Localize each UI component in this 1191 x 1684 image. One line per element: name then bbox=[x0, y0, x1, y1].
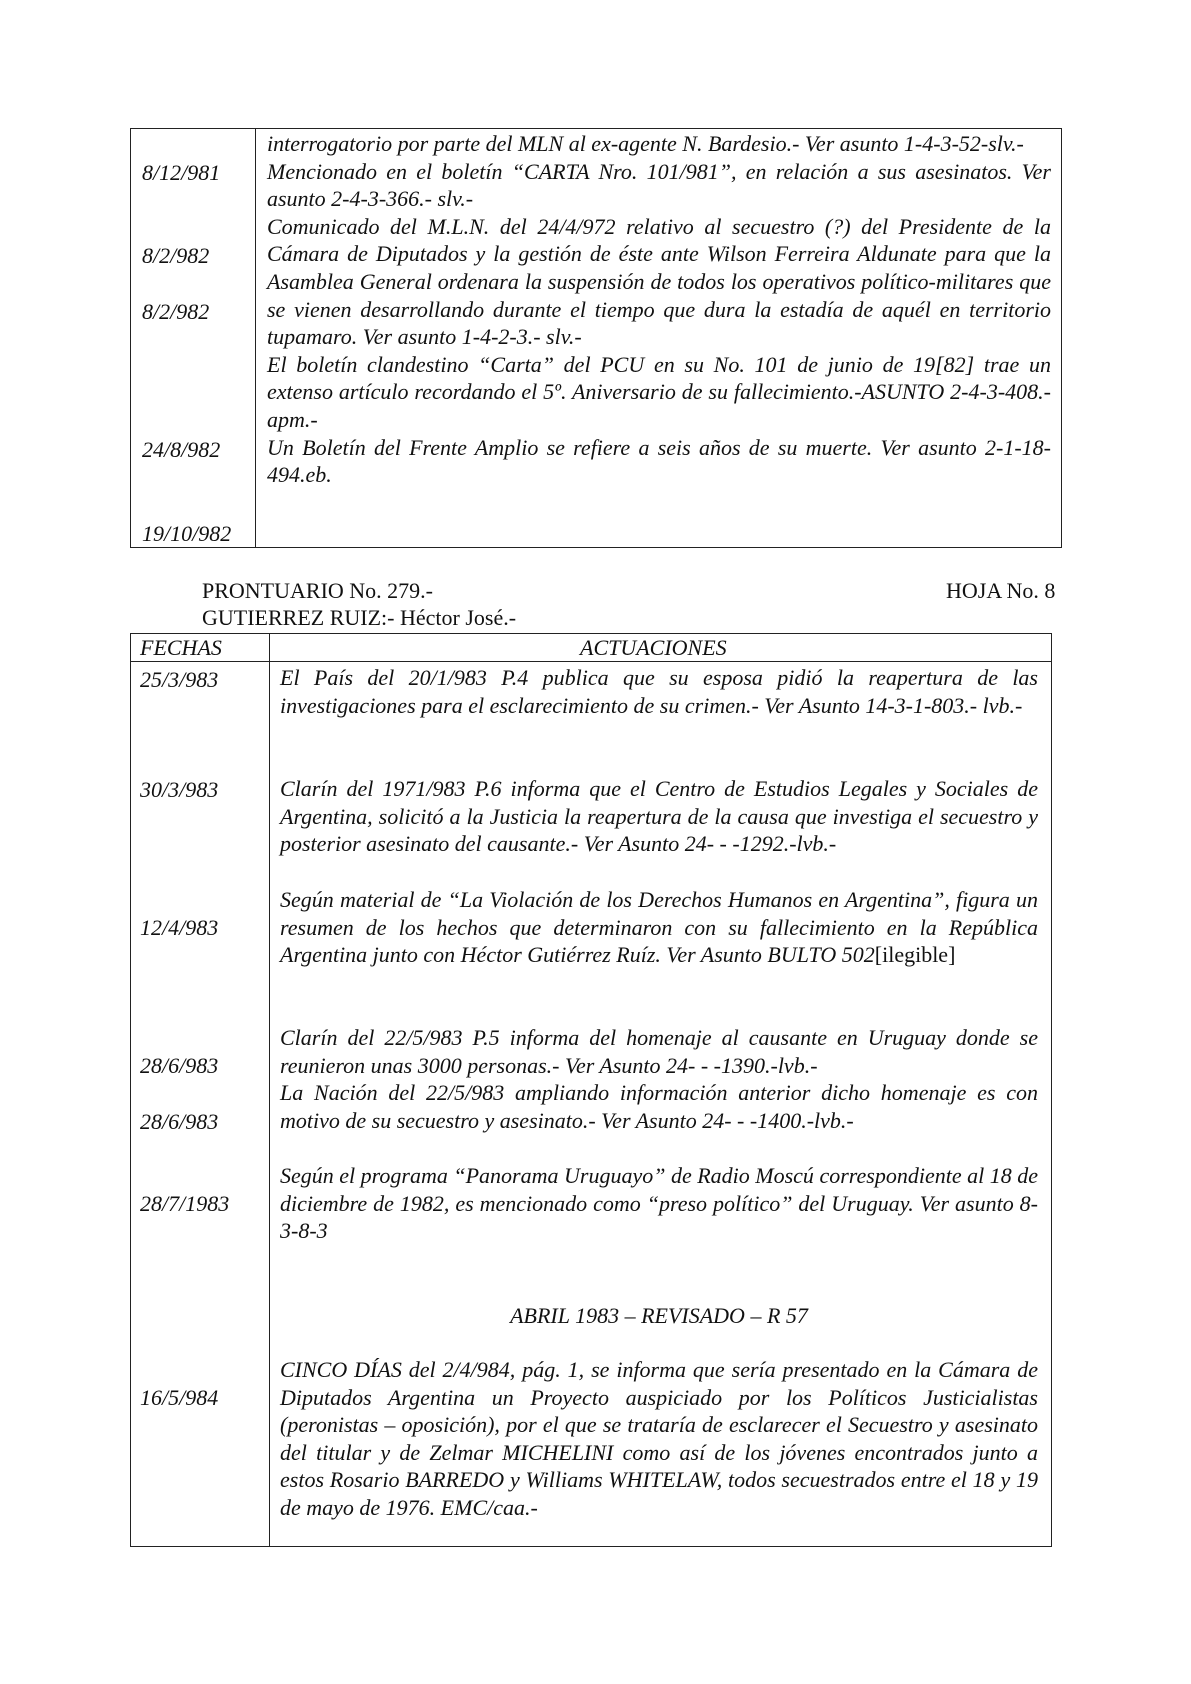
table2-entry-5 bbox=[280, 1162, 1038, 1245]
table1-entries bbox=[267, 130, 1051, 489]
entry-text: Clarín del 22/5/983 P.5 informa del homenaje al causante en Uruguay donde se reunieron unas 3000 personas.- Ver Asunto 24- - -1390.-lvb.- bbox=[280, 1025, 1038, 1078]
table2-entry-3 bbox=[280, 886, 1038, 969]
entry-text: La Nación del 22/5/983 ampliando información anterior dicho homenaje es con motivo de su secuestro y asesinato.- Ver Asunto 24- - -1400.-lvb.- bbox=[280, 1080, 1038, 1133]
table2-date-1: 25/3/983 bbox=[140, 667, 219, 692]
table2-date-7: 16/5/984 bbox=[140, 1385, 219, 1410]
header-row-divider bbox=[131, 661, 1051, 662]
subject-name: GUTIERREZ RUIZ:- Héctor José.- bbox=[202, 605, 517, 630]
table1-date-2: 8/2/982 bbox=[142, 243, 210, 268]
entry-text: Clarín del 1971/983 P.6 informa que el Centro de Estudios Legales y Sociales de Argentina, solicitó a la Justicia la reapertura de la causa que investiga el secuestro y posterior asesinato del causante.- Ver Asunto 24- - -1292.-lvb.- bbox=[280, 776, 1038, 857]
column-header-actuaciones: ACTUACIONES bbox=[580, 635, 727, 660]
table2-entry-2 bbox=[280, 775, 1038, 858]
table1-date-1: 8/12/981 bbox=[142, 160, 221, 185]
table2-date-6: 28/7/1983 bbox=[140, 1191, 230, 1216]
table2-date-2: 30/3/983 bbox=[140, 777, 219, 802]
table1-date-4: 24/8/982 bbox=[142, 437, 221, 462]
entry-text: CINCO DÍAS del 2/4/984, pág. 1, se informa que sería presentado en la Cámara de Diputados Argentina un Proyecto auspiciado por los Políticos Justicialistas (peronistas – oposición), por el que se trataría de esclarecer el Secuestro y asesinato del titular y de Zelmar MICHELINI como así de los jóvenes encontrados junto a estos Rosario BARREDO y Williams WHITELAW, todos secuestrados entre el 18 y 19 de mayo de 1976. EMC/caa.- bbox=[280, 1357, 1038, 1520]
table1-entry-1: interrogatorio por parte del MLN al ex-agente N. Bardesio.- Ver asunto 1-4-3-52-slv.- bbox=[267, 131, 1024, 156]
table2-date-5: 28/6/983 bbox=[140, 1109, 219, 1134]
column-divider bbox=[255, 129, 256, 547]
table1-entry-5: Un Boletín del Frente Amplio se refiere a seis años de su muerte. Ver asunto 2-1-18-494.eb. bbox=[267, 434, 1051, 488]
table2-entry-1 bbox=[280, 664, 1038, 719]
revision-text: ABRIL 1983 – REVISADO – R 57 bbox=[510, 1303, 808, 1328]
table1-entry-4: El boletín clandestino “Carta” del PCU en su No. 101 de junio de 19[82] trae un extenso artículo recordando el 5º. Aniversario de su fallecimiento.-ASUNTO 2-4-3-408.-apm.- bbox=[267, 351, 1051, 432]
table1-date-3: 8/2/982 bbox=[142, 299, 210, 324]
entry-text: Según material de “La Violación de los Derechos Humanos en Argentina”, figura un resumen de los hechos que determinaron con su fallecimiento en la República Argentina junto con Héctor Gutiérrez Ruíz. Ver Asunto BULTO 502 bbox=[280, 887, 1038, 968]
sheet-number: HOJA No. 8 bbox=[946, 578, 1056, 603]
entry-text: Según el programa “Panorama Uruguayo” de Radio Moscú correspondiente al 18 de diciembre de 1982, es mencionado como “preso político” del Uruguay. Ver asunto 8-3-8-3 bbox=[280, 1163, 1038, 1244]
table1-entry-2: Mencionado en el boletín “CARTA Nro. 101/981”, en relación a sus asesinatos. Ver asunto 2-4-3-366.- slv.- bbox=[267, 158, 1051, 212]
prontuario-number: PRONTUARIO No. 279.- bbox=[202, 578, 433, 603]
revision-note bbox=[280, 1302, 1038, 1330]
table1-entry-3: Comunicado del M.L.N. del 24/4/972 relativo al secuestro (?) del Presidente de la Cámara de Diputados y la gestión de éste ante Wilson Ferreira Aldunate para que la Asamblea General ordenara la suspensión de todos los operativos político-militares que se vienen desarrollando durante el tiempo que dura la estadía de aquél en territorio tupamaro. Ver asunto 1-4-2-3.- slv.- bbox=[267, 213, 1051, 350]
table1-date-5: 19/10/982 bbox=[142, 521, 232, 546]
entry-text: El País del 20/1/983 P.4 publica que su esposa pidió la reapertura de las investigaciones para el esclarecimiento de su crimen.- Ver Asunto 14-3-1-803.- lvb.- bbox=[280, 665, 1038, 718]
illegible-note: [ilegible] bbox=[874, 942, 956, 968]
column-header-fechas: FECHAS bbox=[140, 635, 222, 660]
table2-entry-6 bbox=[280, 1356, 1038, 1522]
column-divider bbox=[269, 634, 270, 1546]
table2-entry-4 bbox=[280, 1024, 1038, 1134]
table2-date-4: 28/6/983 bbox=[140, 1053, 219, 1078]
table2-date-3: 12/4/983 bbox=[140, 915, 219, 940]
